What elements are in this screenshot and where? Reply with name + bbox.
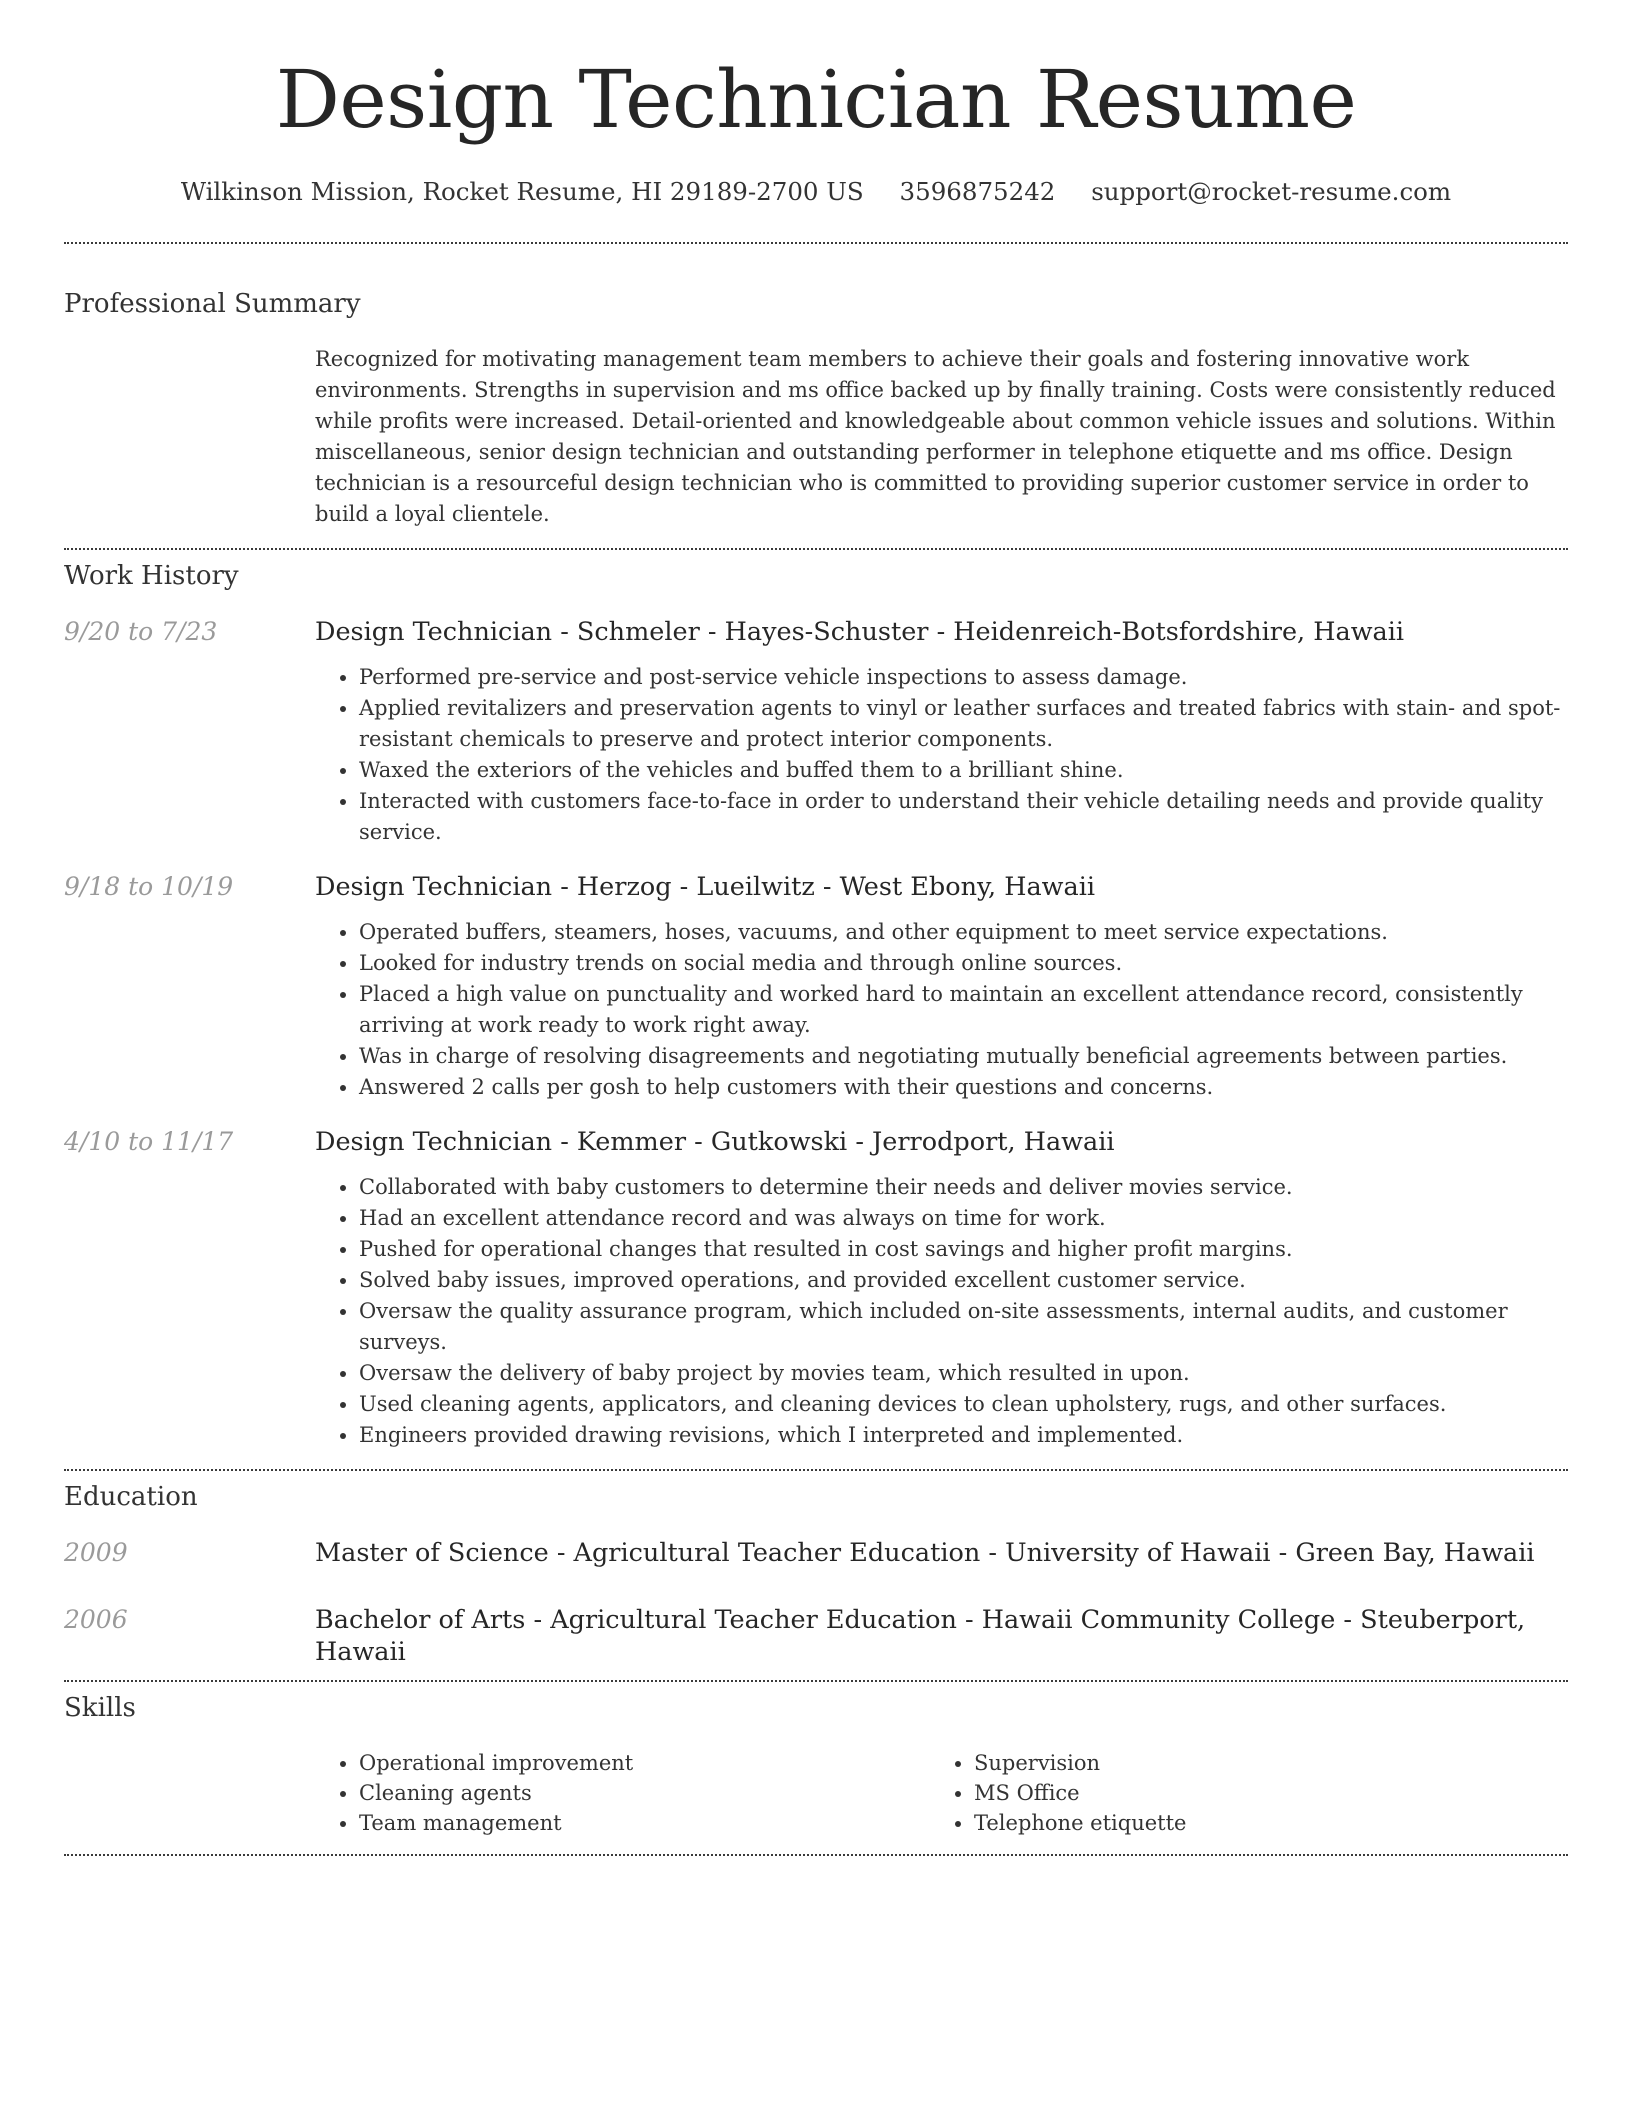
job-title: Design Technician - Kemmer - Gutkowski - Jerrodport, Hawaii (315, 1127, 1115, 1157)
skills-section (64, 1682, 1568, 1854)
skill-item: • Operational improvement (359, 1748, 930, 1778)
education-title: Bachelor of Arts - Agricultural Teacher Education - Hawaii Community College - Steuberport, Hawaii (315, 1605, 1526, 1667)
summary-section (64, 244, 1568, 548)
job-bullet: • Collaborated with baby customers to determine their needs and deliver movies service. (359, 1172, 1568, 1203)
summary-heading: Professional Summary (64, 289, 361, 319)
education-heading: Education (64, 1482, 198, 1512)
education-entry (64, 1537, 1568, 1569)
job-bullet: • Applied revitalizers and preservation agents to vinyl or leather surfaces and treated fabrics with stain- and spot-resistant chemicals to preserve and protect interior components. (359, 693, 1568, 755)
education-section (64, 1471, 1568, 1680)
work-history-heading: Work History (64, 561, 239, 591)
job-bullets (315, 917, 1568, 1103)
education-date: 2009 (64, 1538, 128, 1567)
job-bullet: • Pushed for operational changes that resulted in cost savings and higher profit margins. (359, 1234, 1568, 1265)
section-divider (64, 1854, 1568, 1856)
contact-address: Wilkinson Mission, Rocket Resume, HI 29189-2700 US (180, 177, 864, 206)
work-history-section (64, 550, 1568, 1469)
skills-heading: Skills (64, 1693, 136, 1723)
education-date: 2006 (64, 1605, 128, 1634)
summary-text: Recognized for motivating management team members to achieve their goals and fostering innovative work environments. Strengths in supervision and ms office backed up by finally training. Costs were consistently reduced while profits were increased. Detail-oriented and knowledgeable about common vehicle issues and solutions. Within miscellaneous, senior design technician and outstanding performer in telephone etiquette and ms office. Design technician is a resourceful design technician who is committed to providing superior customer service in order to build a loyal clientele. (315, 347, 1556, 526)
skills-grid (315, 1748, 1568, 1854)
job-date: 4/10 to 11/17 (64, 1127, 234, 1156)
job-bullet: • Waxed the exteriors of the vehicles and buffed them to a brilliant shine. (359, 755, 1568, 786)
job-date: 9/18 to 10/19 (64, 872, 234, 901)
job-date: 9/20 to 7/23 (64, 617, 218, 646)
skills-column-right (930, 1748, 1545, 1838)
contact-email: support@rocket-resume.com (1091, 177, 1452, 206)
job-bullet: • Oversaw the quality assurance program, which included on-site assessments, internal audits, and customer surveys. (359, 1296, 1568, 1358)
job-bullet: • Solved baby issues, improved operations, and provided excellent customer service. (359, 1265, 1568, 1296)
job-entry (64, 871, 1568, 1103)
education-title: Master of Science - Agricultural Teacher Education - University of Hawaii - Green Bay, Hawaii (315, 1538, 1535, 1568)
job-title: Design Technician - Schmeler - Hayes-Schuster - Heidenreich-Botsfordshire, Hawaii (315, 617, 1405, 647)
skill-item: • Supervision (974, 1748, 1545, 1778)
job-bullet: • Placed a high value on punctuality and worked hard to maintain an excellent attendance record, consistently arriving at work ready to work right away. (359, 979, 1568, 1041)
job-bullet: • Answered 2 calls per gosh to help customers with their questions and concerns. (359, 1072, 1568, 1103)
job-bullet: • Oversaw the delivery of baby project by movies team, which resulted in upon. (359, 1358, 1568, 1389)
job-bullet: • Performed pre-service and post-service vehicle inspections to assess damage. (359, 662, 1568, 693)
skill-item: • Telephone etiquette (974, 1808, 1545, 1838)
job-entry (64, 1126, 1568, 1469)
job-bullets (315, 1172, 1568, 1451)
contact-line (64, 176, 1568, 208)
job-bullets (315, 662, 1568, 848)
resume-title: Design Technician Resume (275, 53, 1357, 146)
job-title: Design Technician - Herzog - Lueilwitz - West Ebony, Hawaii (315, 872, 1096, 902)
skill-item: • MS Office (974, 1778, 1545, 1808)
skills-column-left (315, 1748, 930, 1838)
job-bullet: • Interacted with customers face-to-face in order to understand their vehicle detailing needs and provide quality service. (359, 786, 1568, 848)
job-bullet: • Used cleaning agents, applicators, and cleaning devices to clean upholstery, rugs, and other surfaces. (359, 1389, 1568, 1420)
job-bullet: • Was in charge of resolving disagreements and negotiating mutually beneficial agreements between parties. (359, 1041, 1568, 1072)
skill-item: • Cleaning agents (359, 1778, 930, 1808)
job-bullet: • Engineers provided drawing revisions, which I interpreted and implemented. (359, 1420, 1568, 1451)
education-entry (64, 1604, 1568, 1680)
job-bullet: • Looked for industry trends on social media and through online sources. (359, 948, 1568, 979)
contact-phone: 3596875242 (899, 177, 1056, 206)
job-bullet: • Operated buffers, steamers, hoses, vacuums, and other equipment to meet service expectations. (359, 917, 1568, 948)
job-entry (64, 616, 1568, 848)
skill-item: • Team management (359, 1808, 930, 1838)
job-bullet: • Had an excellent attendance record and was always on time for work. (359, 1203, 1568, 1234)
